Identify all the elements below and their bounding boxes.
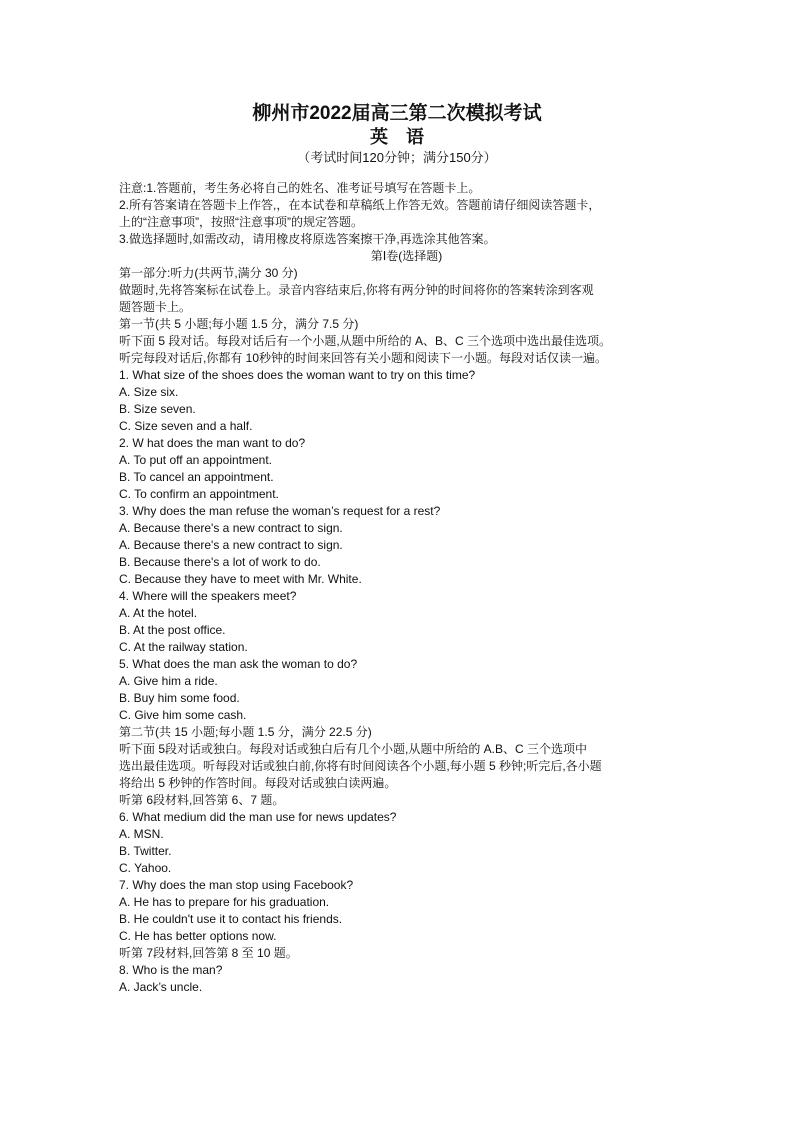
notice-line-1: 注意:1.答题前，考生务必将自己的姓名、准考证号填写在答题卡上。	[119, 181, 481, 195]
question-2: 2. W hat does the man want to do?	[119, 436, 306, 450]
part-one-instruction-2: 题答题卡上。	[119, 300, 192, 314]
volume-heading: 第Ⅰ卷(选择题)	[370, 249, 443, 263]
material-6-heading: 听第 6段材料,回答第 6、7 题。	[119, 793, 285, 807]
section-two-heading: 第二节(共 15 小题;每小题 1.5 分，满分 22.5 分)	[119, 725, 372, 739]
section-one-instruction-1: 听下面 5 段对话。每段对话后有一个小题,从题中所给的 A、B、C 三个选项中选出最佳选项。	[119, 334, 612, 348]
question-3-option-c: C. Because they have to meet with Mr. White.	[119, 572, 362, 586]
section-one-heading: 第一节(共 5 小题;每小题 1.5 分，满分 7.5 分)	[119, 317, 359, 331]
section-one-instruction-2: 听完每段对话后,你都有 10秒钟的时间来回答有关小题和阅读下一小题。每段对话仅读一遍。	[119, 351, 608, 365]
question-3-option-a: A. Because there's a new contract to sign.	[119, 521, 343, 535]
question-4-option-a: A. At the hotel.	[119, 606, 198, 620]
question-7-option-b: B. He couldn't use it to contact his friends.	[119, 912, 343, 926]
question-1-option-a: A. Size six.	[119, 385, 179, 399]
exam-content	[119, 180, 694, 996]
question-2-option-a: A. To put off an appointment.	[119, 453, 272, 467]
notice-line-3: 上的“注意事项”，按照“注意事项”的规定答题。	[119, 215, 363, 229]
question-7: 7. Why does the man stop using Facebook?	[119, 878, 354, 892]
question-8-option-a: A. Jack’s uncle.	[119, 980, 203, 994]
question-3-option-a-repeat: A. Because there's a new contract to sign.	[119, 538, 343, 552]
question-4-option-c: C. At the railway station.	[119, 640, 248, 654]
part-one-instruction-1: 做题时,先将答案标在试卷上。录音内容结束后,你将有两分钟的时间将你的答案转涂到客观	[119, 283, 594, 297]
exam-time-info: （考试时间120分钟；满分150分）	[297, 150, 497, 165]
question-6-option-c: C. Yahoo.	[119, 861, 172, 875]
question-8: 8. Who is the man?	[119, 963, 223, 977]
question-4: 4. Where will the speakers meet?	[119, 589, 297, 603]
question-5-option-c: C. Give him some cash.	[119, 708, 247, 722]
section-two-instruction-1: 听下面 5段对话或独白。每段对话或独白后有几个小题,从题中所给的 A.B、C 三个选项中	[119, 742, 588, 756]
material-7-heading: 听第 7段材料,回答第 8 至 10 题。	[119, 946, 298, 960]
question-1-option-c: C. Size seven and a half.	[119, 419, 253, 433]
subject-title: 英语	[370, 127, 442, 147]
question-5-option-a: A. Give him a ride.	[119, 674, 218, 688]
question-2-option-c: C. To confirm an appointment.	[119, 487, 279, 501]
question-5-option-b: B. Buy him some food.	[119, 691, 240, 705]
exam-title: 柳州市2022届高三第二次模拟考试	[252, 103, 542, 124]
question-6: 6. What medium did the man use for news updates?	[119, 810, 397, 824]
question-4-option-b: B. At the post office.	[119, 623, 226, 637]
question-3-option-b: B. Because there's a lot of work to do.	[119, 555, 321, 569]
question-6-option-b: B. Twitter.	[119, 844, 172, 858]
section-two-instruction-2: 选出最佳选项。听每段对话或独白前,你将有时间阅读各个小题,每小题 5 秒钟;听完后,各小题	[119, 759, 602, 773]
question-7-option-c: C. He has better options now.	[119, 929, 277, 943]
question-7-option-a: A. He has to prepare for his graduation.	[119, 895, 330, 909]
part-one-heading: 第一部分:听力(共两节,满分 30 分)	[119, 266, 298, 280]
notice-line-4: 3.做选择题时,如需改动，请用橡皮将原选答案擦干净,再选涂其他答案。	[119, 232, 496, 246]
question-5: 5. What does the man ask the woman to do?	[119, 657, 358, 671]
question-1: 1. What size of the shoes does the woman want to try on this time?	[119, 368, 476, 382]
question-2-option-b: B. To cancel an appointment.	[119, 470, 274, 484]
question-1-option-b: B. Size seven.	[119, 402, 196, 416]
question-6-option-a: A. MSN.	[119, 827, 164, 841]
section-two-instruction-3: 将给出 5 秒钟的作答时间。每段对话或独白读两遍。	[119, 776, 397, 790]
notice-line-2: 2.所有答案请在答题卡上作答,，在本试卷和草稿纸上作答无效。答题前请仔细阅读答题卡，	[119, 198, 601, 212]
question-3: 3. Why does the man refuse the woman’s request for a rest?	[119, 504, 441, 518]
